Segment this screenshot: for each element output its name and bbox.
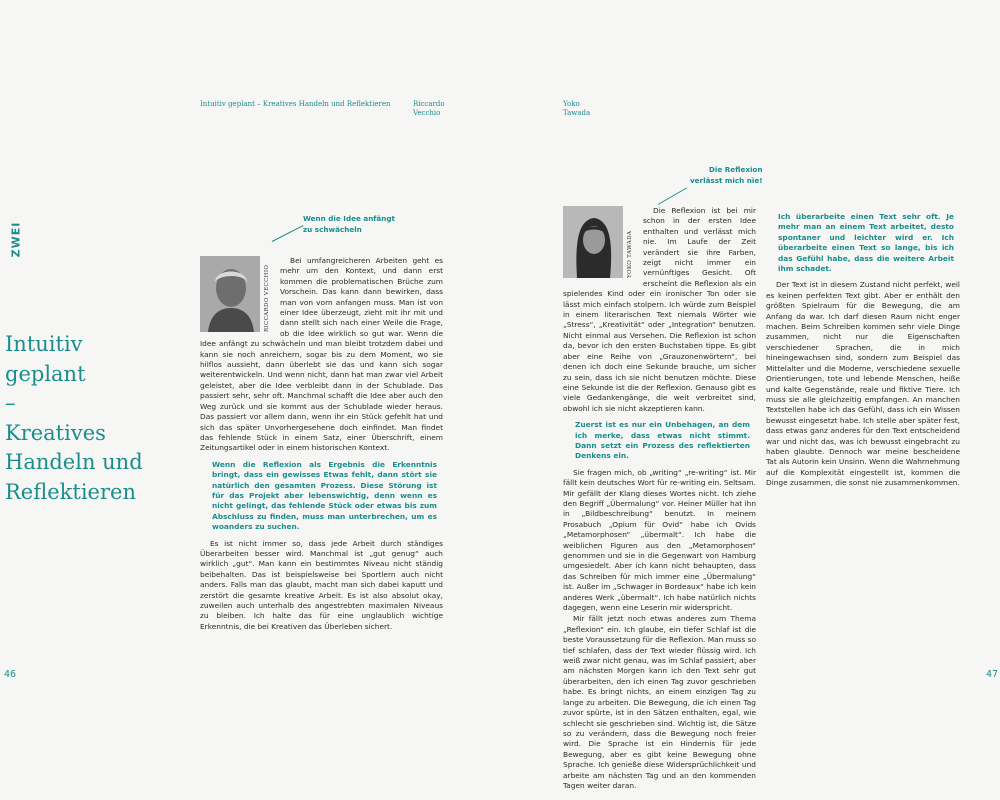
tawada-photo (563, 206, 623, 278)
tawada-lead-quote: Die Reflexion verlässt mich nie! (690, 165, 763, 185)
title-line: Kreatives (5, 420, 106, 445)
vecchio-pull-quote: Wenn die Reflexion als Ergebnis die Erkenntnis bringt, dass ein gewisses Etwas fehlt, dann stört sie natürlich den gesamten Prozess. Diese Störung ist für das Projekt aber lebenswichtig, denn wenn es nicht gelingt, das fehlende Stück oder etwas bis zum Abschluss zu finden, muss man unterbrechen, um es woanders zu suchen. (212, 459, 437, 532)
chapter-title (5, 330, 185, 507)
vecchio-lead-quote: Wenn die Idee anfängt zu schwächeln (303, 214, 395, 234)
lead-quote-rule (272, 225, 304, 242)
vecchio-text-column (200, 256, 443, 633)
title-line: Reflektieren (5, 479, 136, 504)
vecchio-photo (200, 256, 260, 332)
vecchio-portrait (200, 256, 272, 332)
tawada-paragraph: Der Text ist in diesem Zustand nicht perfekt, weil es keinen perfekten Text gibt. Aber er enthält den größten Spielraum für die Bewegung, die am Anfang da war. Ich darf diesen Raum nicht enger machen. Beim Schreiben kommen sehr viele Dinge zusammen, nicht nur die Eigenschaften verschiedener Sprachen, die in mich hineingewachsen sind, sondern zum Beispiel das Mittelalter und die Moderne, verschiedene sexuelle Orientierungen, tote und lebende Menschen, heiße und kalte Gegenstände, reale und fiktive Tiere. Ich muss sie alle gleichzeitig empfangen. An manchen Textstellen habe ich das Gefühl, dass ich ein Wissen bewusst eingesetzt habe. Ich stelle aber später fest, dass etwas ganz anderes für den Text entscheidend war und nicht das, was ich bewusst eingebracht zu haben glaubte. Dennoch war meine bescheidene Tat als Autorin kein Unsinn. Wenn die Wahrnehmung auf die Komplexität eingestellt ist, kommen die Dinge zusammen, die sonst nie zusammenkommen. (766, 280, 960, 488)
chapter-tag: ZWEI (9, 221, 23, 258)
vecchio-paragraph: Es ist nicht immer so, dass jede Arbeit durch ständiges Überarbeiten besser wird. Manchmal ist „gut genug“ auch wirklich „gut“. Man kann ein bestimmtes Niveau nicht ständig beibehalten. Das ist beispielsweise bei Sportlern auch nicht anders. Falls man das glaubt, macht man sich dabei kaputt und zerstört die gesamte kreative Arbeit. Es ist also absolut okay, zuweilen auch unterhalb des angestrebten maximalen Niveaus zu bleiben. Ich halte das für eine unglaublich wichtige Erkenntnis, die bei Kreativen das Überleben sichert. (200, 538, 443, 631)
portrait-silhouette-icon (563, 206, 623, 278)
tawada-text-column-2 (766, 206, 960, 490)
tawada-paragraph: Sie fragen mich, ob „writing“ „re-writing“ ist. Mir fällt kein deutsches Wort für re-writing ein. Seltsam. Mir gefällt der Klang dieses Wortes nicht. Ich ziehe den Begriff „Übermalung“ vor. Heiner Müller hat ihn in „Bildbeschreibung“ benutzt. In meinem Prosabuch „Opium für Ovid“ habe ich Ovids „Metamorphosen“ „übermalt“. Ich habe die weiblichen Figuren aus den „Metamorphosen“ genommen und sie in die Gegenwart von Hamburg umgesiedelt. Aber ich kann nicht behaupten, dass das Schreiben für mich immer eine „Übermalung“ ist. Außer im „Schwager in Bordeaux“ habe ich kein anderes Werk „übermalt“. Ich habe natürlich nichts dagegen, wenn eine Leserin mir widerspricht. (563, 467, 756, 613)
title-line: geplant (5, 361, 86, 386)
tawada-paragraph: Die Reflexion ist bei mir schon in der ersten Idee enthalten und verlässt mich nie. Im Laufe der Zeit verändert sie ihre Farben, zeigt nicht immer ein vernünftiges Gesicht. Oft erscheint die Reflexion als ein spielendes Kind oder ein ironischer Ton oder sie lässt mich einfach stolpern. Ich würde zum Beispiel in einem literarischen Text niemals Wörter wie „Stress“, „Kreativität“ oder „Integration“ benutzen. Nicht einmal aus Versehen. Die Reflexion ist schon da, bevor ich den ersten Buchstaben tippe. Es gibt aber eine Reihe von „Grauzonenwörtern“, bei denen ich doch eine Sekunde brauche, um sicher zu sein, dass ich sie nicht benutzen möchte. Diese eine Sekunde ist die der Reflexion. Genauso gibt es viele Gedankengänge, die weit verbreitet sind, obwohl ich sie nicht akzeptieren kann. (563, 206, 756, 413)
vecchio-paragraph: Bei umfangreicheren Arbeiten geht es mehr um den Kontext, und dann erst kommen die problematischen Brüche zum Vorschein. Das kann dann bewirken, dass man von vorn anfangen muss. Man ist von einer Idee überzeugt, zieht mit ihr mit und dann stellt sich nach einer Weile die Frage, ob die Idee wirklich so gut war. Wenn die Idee anfängt zu schwächeln und man bleibt trotzdem dabei und kann sie noch anreichern, sogar bis zu dem Moment, wo sie hilflos aussieht, dann überlebt sie das und kann sich sogar weiterentwickeln. Und wenn nicht, dann hat man zwar viel Arbeit geleistet, aber die Idee verbleibt dann in der Schublade. Das passiert sehr, sehr oft. Manchmal schafft die Idee aber auch den Weg zurück und sie kommt aus der Schublade wieder heraus. Das passiert vor allem dann, wenn ihr ein Stück gefehlt hat und sich das später Unvorhergesehene doch einfindet. Man findet das fehlende Stück in einem Satz, einer Überschrift, einem Zeitungsartikel oder in einem historischen Kontext. (200, 256, 443, 453)
running-header-author-tawada: Yoko Tawada (563, 100, 591, 117)
title-line: Intuitiv (5, 332, 83, 356)
tawada-paragraph: Mir fällt jetzt noch etwas anderes zum Thema „Reflexion“ ein. Ich glaube, ein tiefer Schlaf ist die beste Voraussetzung für die Reflexion. Man muss so tief schlafen, dass der Text wieder flüssig wird. Ich weiß zwar nicht genau, was im Schlaf passiert, aber am nächsten Morgen kann ich den Text sehr gut überarbeiten, den ich einen Tag zuvor geschrieben habe. Es bringt nichts, an einem einzigen Tag zu lange zu arbeiten. Die Bewegung, die ich einen Tag zuvor spürte, ist in den Sätzen enthalten, egal, wie schlecht sie geschrieben sind. Wichtig ist, die Sätze so zu verändern, dass die Bewegung noch freier wird. Die Sprache ist ein Hindernis für jede Bewegung, aber es gibt keine Bewegung ohne Sprache. Ich genieße diese Widersprüchlichkeit und arbeite am nächsten Tag und an den kommenden Tagen weiter daran. (563, 614, 756, 790)
tawada-text-column-1 (563, 206, 756, 792)
lead-quote-rule (658, 188, 687, 205)
running-header-section: Intuitiv geplant – Kreatives Handeln und Reflektieren (200, 100, 391, 108)
tawada-pull-quote: Ich überarbeite einen Text sehr oft. Je mehr man an einem Text arbeitet, desto spontaner und leichter wird er. Ich überarbeite einen Text so lange, bis ich das Gefühl habe, dass die weitere Arbeit ihm schadet. (778, 212, 954, 274)
vecchio-photo-caption: RICCARDO VECCHIO (264, 264, 270, 332)
title-line: Handeln und (5, 450, 143, 474)
page-number-right: 47 (986, 669, 999, 680)
title-line: – (5, 391, 16, 415)
tawada-portrait (563, 206, 635, 278)
portrait-silhouette-icon (200, 256, 260, 332)
tawada-pull-quote: Zuerst ist es nur ein Unbehagen, an dem ich merke, dass etwas nicht stimmt. Dann setzt ein Prozess des reflektierten Denkens ein. (575, 420, 750, 461)
page-number-left: 46 (4, 669, 17, 680)
running-header-author-vecchio: Riccardo Vecchio (413, 100, 445, 117)
tawada-photo-caption: YOKO TAWADA (627, 230, 633, 278)
